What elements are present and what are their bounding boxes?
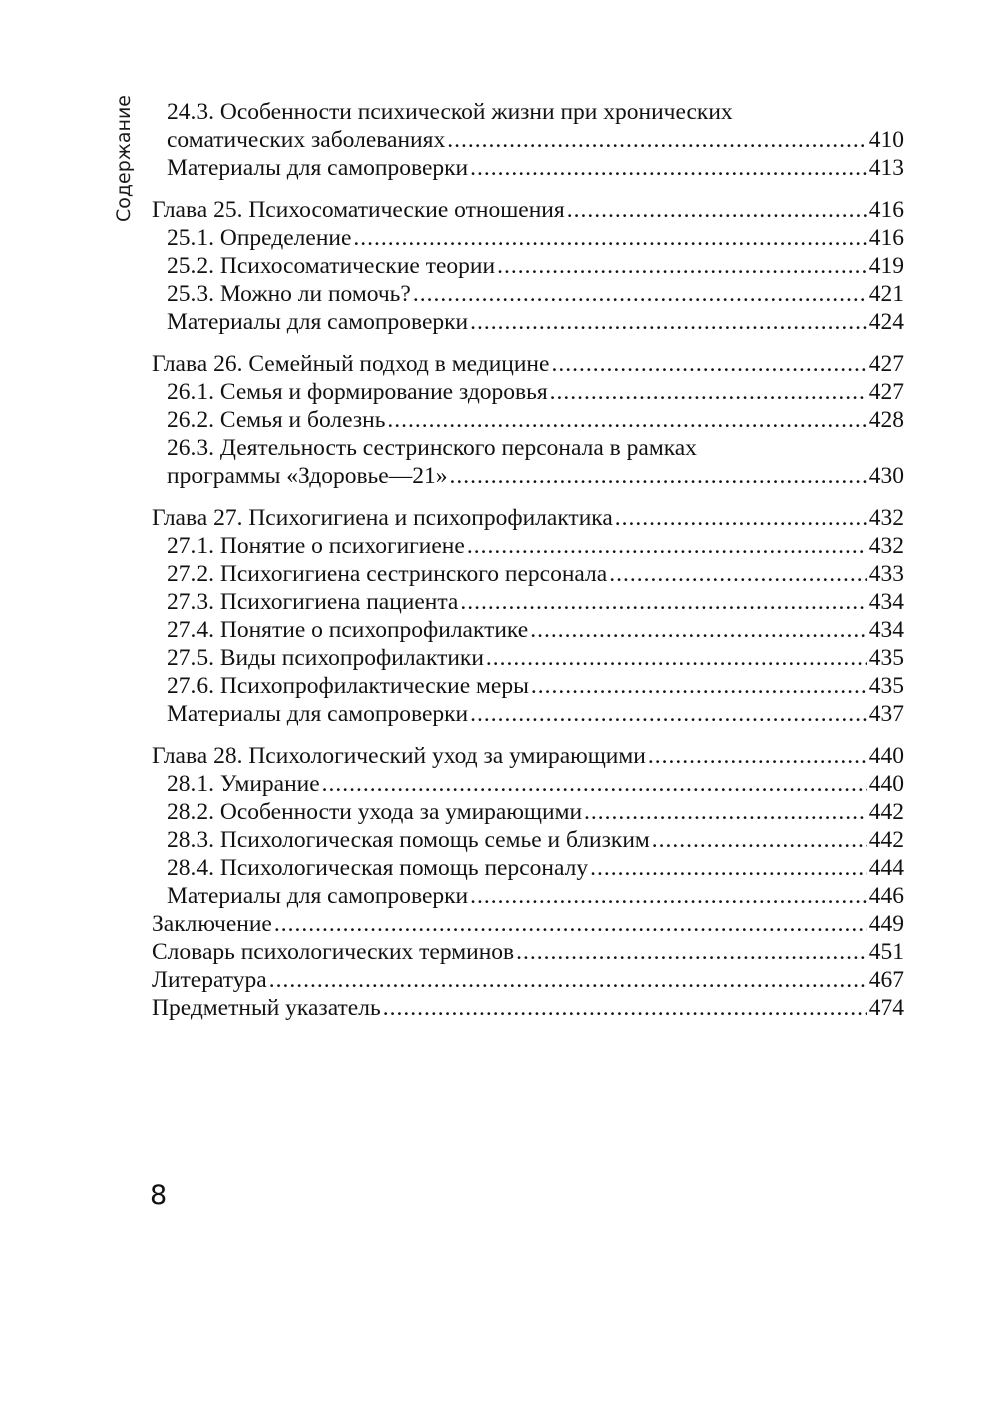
toc-entry-page: 474: [868, 995, 904, 1021]
toc-entry: [152, 616, 904, 644]
toc-entry-title: Материалы для самопроверки: [167, 883, 469, 909]
toc-back-matter: [152, 938, 904, 966]
toc-entry-title: 25.2. Психосоматические теории: [167, 253, 496, 279]
dot-leader: [550, 378, 867, 406]
toc-entry-title: 27.3. Психогигиена пациента: [167, 589, 459, 615]
toc-chapter-27: [152, 504, 904, 532]
toc-entry-title: 28.2. Особенности ухода за умирающими: [167, 799, 583, 825]
toc-entry-page: 430: [868, 463, 904, 489]
toc-entry-page: 432: [868, 533, 904, 559]
toc-entry-page: 424: [868, 309, 904, 335]
dot-leader: [531, 672, 867, 700]
toc-entry-title: соматических заболеваниях: [167, 127, 446, 153]
toc-entry-page: 446: [868, 883, 904, 909]
dot-leader: [530, 616, 867, 644]
dot-leader: [447, 126, 867, 154]
toc-entry-title: Заключение: [152, 911, 272, 937]
toc-entry-title: 28.3. Психологическая помощь семье и близким: [167, 827, 650, 853]
toc-entry-title: 27.1. Понятие о психогигиене: [167, 533, 465, 559]
toc-entry-title: 26.1. Семья и формирование здоровья: [167, 379, 548, 405]
toc-entry: [152, 378, 904, 406]
toc-back-matter: [152, 994, 904, 1022]
toc-entry-page: 467: [868, 967, 904, 993]
toc-entry-title: 27.4. Понятие о психопрофилактике: [167, 617, 529, 643]
toc-chapter-25: [152, 196, 904, 224]
dot-leader: [269, 966, 867, 994]
toc-entry: [152, 308, 904, 336]
toc-entry-24-3-line2: [152, 126, 904, 154]
toc-back-matter: [152, 966, 904, 994]
toc-entry: [152, 588, 904, 616]
table-of-contents: [152, 98, 904, 1022]
dot-leader: [470, 882, 867, 910]
toc-entry-page: 440: [868, 771, 904, 797]
toc-entry-page: 449: [868, 911, 904, 937]
toc-entry-26-3-line2: [152, 462, 904, 490]
chapter-page: 416: [868, 197, 904, 223]
toc-chapter-28: [152, 742, 904, 770]
dot-leader: [353, 224, 866, 252]
toc-entry-page: 416: [868, 225, 904, 251]
toc-entry-page: 410: [868, 127, 904, 153]
dot-leader: [584, 798, 867, 826]
dot-leader: [551, 350, 866, 378]
toc-entry-title: 25.1. Определение: [167, 225, 352, 251]
dot-leader: [383, 994, 867, 1022]
chapter-page: 432: [868, 505, 904, 531]
toc-entry-title: Словарь психологических терминов: [152, 939, 515, 965]
toc-back-matter: [152, 910, 904, 938]
toc-entry-page: 442: [868, 799, 904, 825]
toc-entry-title: 25.3. Можно ли помочь?: [167, 281, 411, 307]
chapter-title: Глава 26. Семейный подход в медицине: [152, 351, 550, 377]
toc-entry-title: Предметный указатель: [152, 995, 381, 1021]
dot-leader: [460, 588, 866, 616]
toc-entry: [152, 672, 904, 700]
toc-entry: [152, 854, 904, 882]
chapter-title: Глава 25. Психосоматические отношения: [152, 197, 565, 223]
toc-entry-title: 28.1. Умирание: [167, 771, 320, 797]
toc-entry-title: 24.3. Особенности психической жизни при хронических: [167, 99, 733, 125]
toc-entry-title: 27.5. Виды психопрофилактики: [167, 645, 484, 671]
dot-leader: [648, 742, 867, 770]
dot-leader: [470, 154, 867, 182]
dot-leader: [387, 406, 866, 434]
dot-leader: [516, 938, 867, 966]
toc-entry: [152, 280, 904, 308]
toc-entry-page: 428: [868, 407, 904, 433]
chapter-title: Глава 27. Психогигиена и психопрофилактика: [152, 505, 613, 531]
chapter-title: Глава 28. Психологический уход за умирающими: [152, 743, 646, 769]
dot-leader: [567, 196, 867, 224]
toc-entry-page: 442: [868, 827, 904, 853]
toc-entry-title: Материалы для самопроверки: [167, 309, 469, 335]
page-number: 8: [150, 1180, 168, 1211]
toc-entry: [152, 798, 904, 826]
toc-entry: [152, 560, 904, 588]
toc-entry-title: Материалы для самопроверки: [167, 155, 469, 181]
toc-entry-title: программы «Здоровье—21»: [167, 463, 448, 489]
dot-leader: [470, 308, 867, 336]
toc-entry-self-check: [152, 154, 904, 182]
toc-entry-page: 413: [868, 155, 904, 181]
dot-leader: [609, 560, 867, 588]
running-header: Содержание: [113, 95, 135, 222]
dot-leader: [615, 504, 867, 532]
toc-entry-title: Литература: [152, 967, 267, 993]
dot-leader: [274, 910, 867, 938]
chapter-page: 427: [868, 351, 904, 377]
toc-entry: [152, 644, 904, 672]
toc-entry: [152, 826, 904, 854]
dot-leader: [467, 532, 867, 560]
toc-entry-title: 26.2. Семья и болезнь: [167, 407, 386, 433]
chapter-page: 440: [868, 743, 904, 769]
toc-entry-page: 419: [868, 253, 904, 279]
toc-entry-title: 27.6. Психопрофилактические меры: [167, 673, 529, 699]
toc-entry-page: 444: [868, 855, 904, 881]
dot-leader: [413, 280, 867, 308]
toc-entry-page: 451: [868, 939, 904, 965]
dot-leader: [322, 770, 867, 798]
toc-entry-page: 435: [868, 645, 904, 671]
toc-entry: [152, 882, 904, 910]
toc-entry-page: 433: [868, 561, 904, 587]
dot-leader: [470, 700, 867, 728]
toc-entry-title: 28.4. Психологическая помощь персоналу: [167, 855, 589, 881]
dot-leader: [449, 462, 866, 490]
dot-leader: [652, 826, 867, 854]
toc-entry-page: 427: [868, 379, 904, 405]
toc-entry-page: 437: [868, 701, 904, 727]
toc-entry: [152, 700, 904, 728]
toc-entry: [152, 406, 904, 434]
toc-entry-page: 434: [868, 589, 904, 615]
toc-entry-24-3-line1: [152, 98, 904, 126]
toc-entry-title: 27.2. Психогигиена сестринского персонала: [167, 561, 608, 587]
toc-entry-26-3-line1: [152, 434, 904, 462]
toc-entry: [152, 224, 904, 252]
dot-leader: [497, 252, 867, 280]
toc-entry-page: 434: [868, 617, 904, 643]
toc-entry-page: 421: [868, 281, 904, 307]
toc-entry: [152, 532, 904, 560]
dot-leader: [486, 644, 867, 672]
toc-entry: [152, 770, 904, 798]
toc-entry: [152, 252, 904, 280]
toc-entry-title: 26.3. Деятельность сестринского персонала в рамках: [167, 435, 697, 461]
toc-chapter-26: [152, 350, 904, 378]
toc-entry-page: 435: [868, 673, 904, 699]
toc-entry-title: Материалы для самопроверки: [167, 701, 469, 727]
dot-leader: [590, 854, 867, 882]
